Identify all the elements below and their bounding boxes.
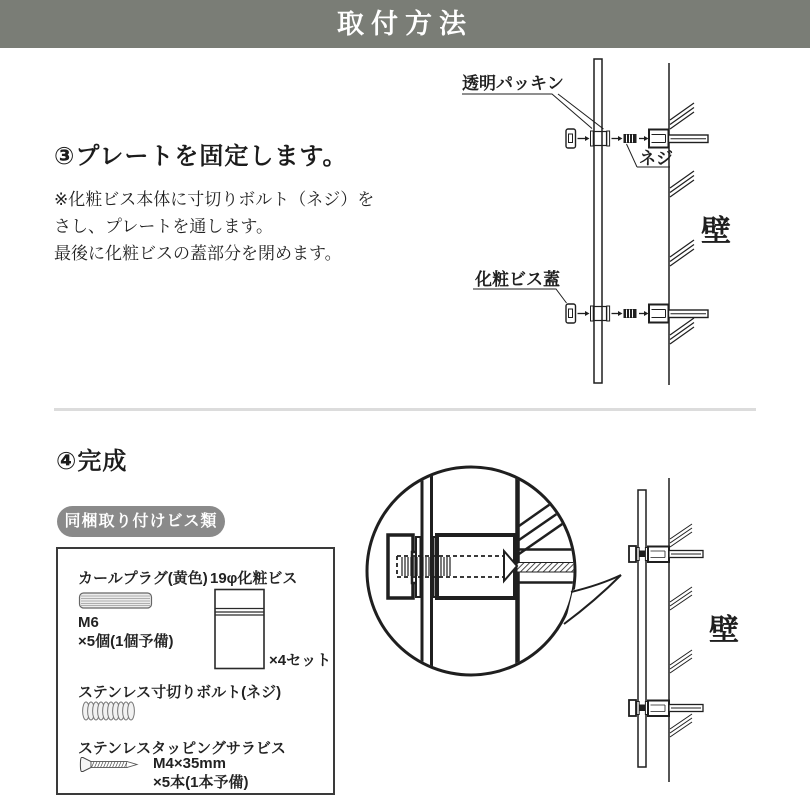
step3-heading: ③プレートを固定します。 (54, 143, 348, 170)
label-wall-bottom: 壁 (709, 614, 739, 647)
part2-screw-drawing (213, 588, 269, 672)
label-screw: ネジ (639, 149, 673, 168)
step3-body-line3: 最後に化粧ビスの蓋部分を閉めます。 (54, 244, 342, 263)
included-screws-tag: 同梱取り付けビス類 (57, 506, 225, 537)
assembly-row-2 (566, 304, 708, 323)
step4-heading: ④完成 (56, 448, 128, 475)
part4-qty: ×5本(1本予備) (153, 774, 249, 791)
part3-name: ステンレス寸切りボルト(ネジ) (78, 684, 282, 701)
step3-body (54, 186, 374, 267)
assembly-row-1 (566, 129, 708, 148)
page-title: 取付方法 (337, 9, 473, 39)
part4-tapping-screw-drawing (79, 756, 141, 774)
part3-rod-drawing (79, 699, 139, 723)
part1-plug-drawing (78, 591, 156, 611)
finished-side-view (629, 478, 703, 782)
part2-name: 19φ化粧ビス (210, 570, 298, 587)
parts-box (56, 547, 335, 795)
section-divider (54, 408, 756, 411)
title-banner (0, 0, 810, 48)
step3-diagram (450, 55, 810, 415)
step3-body-line1: ※化粧ビス本体に寸切りボルト（ネジ）を (54, 190, 375, 209)
plate (594, 59, 602, 383)
part1-name: カールプラグ(黄色) (78, 570, 208, 587)
part4-size: M4×35mm (153, 755, 226, 772)
step4-diagram (360, 440, 810, 810)
part4-name: ステンレスタッピングサラビス (78, 740, 286, 757)
label-packing: 透明パッキン (462, 74, 564, 93)
part2-qty: ×4セット (269, 652, 332, 669)
label-cap: 化粧ビス蓋 (475, 270, 560, 289)
part1-size: M6 (78, 614, 99, 631)
label-wall-top: 壁 (701, 215, 731, 248)
step3-body-line2: さし、プレートを通します。 (54, 217, 273, 236)
part1-qty: ×5個(1個予備) (78, 633, 174, 650)
